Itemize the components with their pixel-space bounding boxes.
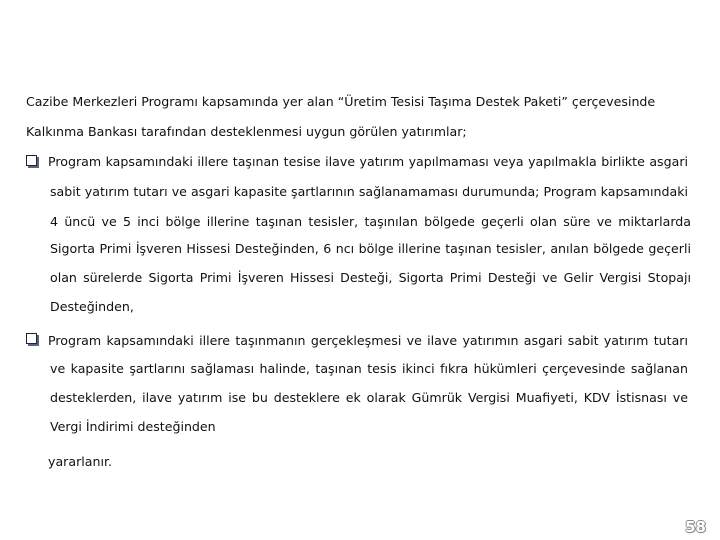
bullet-2-line-4: Vergi İndirimi desteğinden xyxy=(50,419,216,434)
bullet-1-line-6: Desteğinden, xyxy=(50,299,134,314)
bullet-1-line-3: 4 üncü ve 5 inci bölge illerine taşınan tesisler, taşınılan bölgede geçerli olan süre ve miktarlarda xyxy=(50,214,691,229)
bullet-1-line-1: Program kapsamındaki illere taşınan tesise ilave yatırım yapılmaması veya yapılmakla birlikte asgari xyxy=(48,154,688,169)
page-number: 58 xyxy=(685,518,706,536)
closing-text: yararlanır. xyxy=(48,454,112,469)
intro-line-2: Kalkınma Bankası tarafından desteklenmesi uygun görülen yatırımlar; xyxy=(26,124,467,139)
bullet-1-line-4: Sigorta Primi İşveren Hissesi Desteğinden, 6 ncı bölge illerine taşınan tesisler, anılan bölgede geçerli xyxy=(50,241,691,256)
bullet-2-line-3: desteklerden, ilave yatırım ise bu desteklere ek olarak Gümrük Vergisi Muafiyeti, KDV İstisnası ve xyxy=(50,390,688,405)
bullet-1-line-2: sabit yatırım tutarı ve asgari kapasite şartlarının sağlanamaması durumunda; Program kapsamındaki xyxy=(50,184,688,199)
bullet-2-line-1: Program kapsamındaki illere taşınmanın gerçekleşmesi ve ilave yatırımın asgari sabit yatırım tutarı xyxy=(48,333,688,348)
bullet-1-line-5: olan sürelerde Sigorta Primi İşveren Hissesi Desteği, Sigorta Primi Desteği ve Gelir Vergisi Stopajı xyxy=(50,270,691,285)
checkbox-bullet-icon xyxy=(26,155,39,168)
bullet-2-line-2: ve kapasite şartlarını sağlaması halinde, taşınan tesis ikinci fıkra hükümleri çerçevesinde sağlanan xyxy=(50,361,688,376)
checkbox-bullet-icon xyxy=(26,333,39,346)
intro-line-1: Cazibe Merkezleri Programı kapsamında yer alan “Üretim Tesisi Taşıma Destek Paketi” çerçevesinde xyxy=(26,94,656,109)
